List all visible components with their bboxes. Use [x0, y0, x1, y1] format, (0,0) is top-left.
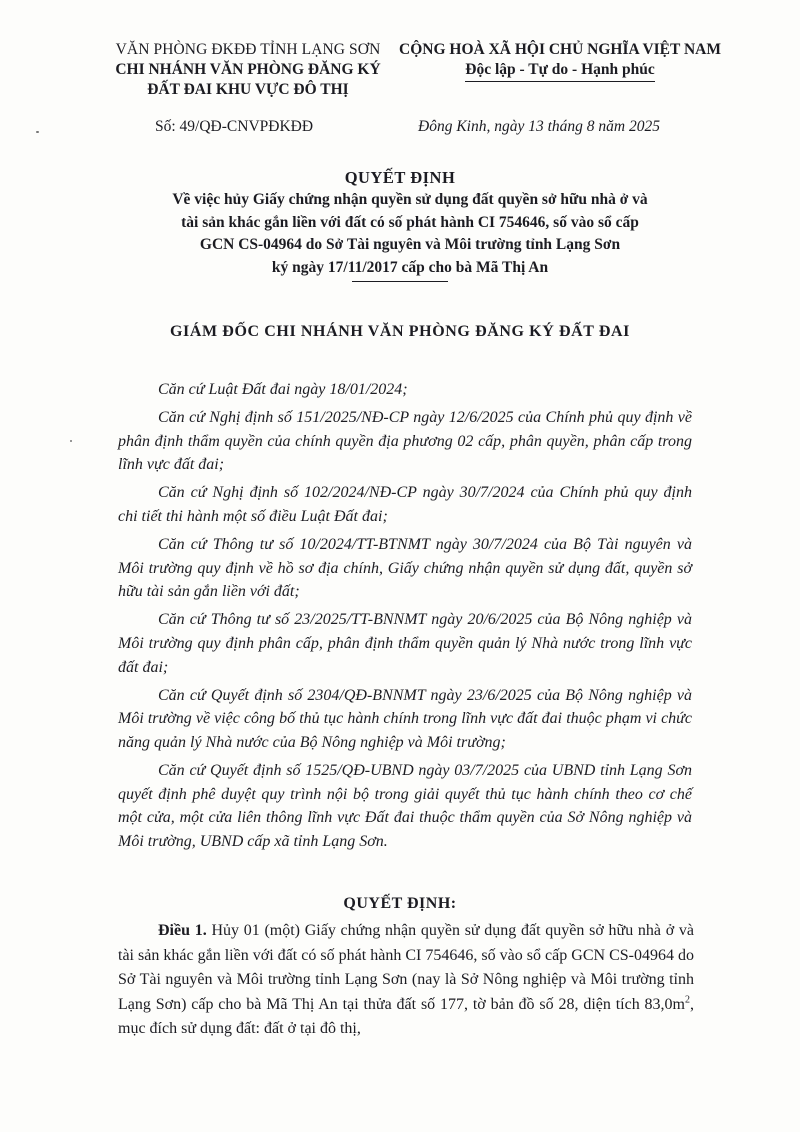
- agency-line-1: VĂN PHÒNG ĐKĐĐ TỈNH LẠNG SƠN: [115, 41, 381, 58]
- subject-line: ký ngày 17/11/2017 cấp cho bà Mã Thị An: [271, 258, 549, 276]
- document-subject: [120, 189, 700, 279]
- legal-basis-item: Căn cứ Nghị định số 151/2025/NĐ-CP ngày 12/6/2025 của Chính phủ quy định về phân định thẩm quyền của chính quyền địa phương 02 cấp, phân quyền, phân cấp trong lĩnh vực đất đai;: [118, 409, 692, 474]
- national-heading: [392, 40, 728, 82]
- scan-speck: [70, 440, 72, 442]
- article-1: [118, 919, 694, 1042]
- decision-heading: QUYẾT ĐỊNH:: [343, 895, 457, 912]
- legal-basis-item: Căn cứ Thông tư số 23/2025/TT-BNNMT ngày 20/6/2025 của Bộ Nông nghiệp và Môi trường quy định phân cấp, phân định thẩm quyền quản lý Nhà nước trong lĩnh vực đất đai;: [118, 611, 692, 676]
- legal-bases: [118, 378, 692, 858]
- article-text-tail: đất ở tại đô thị,: [263, 1020, 361, 1038]
- divider-line: [352, 281, 448, 282]
- agency-line-2: CHI NHÁNH VĂN PHÒNG ĐĂNG KÝ: [115, 61, 381, 78]
- issuing-agency: [100, 40, 396, 100]
- subject-line: GCN CS-04964 do Sở Tài nguyên và Môi trường tỉnh Lạng Sơn: [199, 236, 621, 253]
- article-text-after: , mục đích sử dụng đất:: [118, 995, 694, 1038]
- article-1-paragraph: [118, 919, 694, 1042]
- article-label: Điều 1.: [158, 922, 207, 939]
- issuer-heading: GIÁM ĐỐC CHI NHÁNH VĂN PHÒNG ĐĂNG KÝ ĐẤT ĐAI: [169, 323, 631, 340]
- national-motto: Độc lập - Tự do - Hạnh phúc: [465, 60, 654, 82]
- scan-speck: [36, 131, 39, 133]
- nation-name: CỘNG HOÀ XÃ HỘI CHỦ NGHĨA VIỆT NAM: [399, 41, 721, 58]
- subject-line: Về việc hủy Giấy chứng nhận quyền sử dụng đất quyền sở hữu nhà ở và: [172, 191, 648, 208]
- legal-basis-item: Căn cứ Luật Đất đai ngày 18/01/2024;: [158, 381, 408, 398]
- legal-basis-item: Căn cứ Nghị định số 102/2024/NĐ-CP ngày 30/7/2024 của Chính phủ quy định chi tiết thi hành một số điều Luật Đất đai;: [118, 484, 692, 525]
- document-number: Số: 49/QĐ-CNVPĐKĐĐ: [155, 118, 314, 135]
- legal-basis-item: Căn cứ Thông tư số 10/2024/TT-BTNMT ngày 30/7/2024 của Bộ Tài nguyên và Môi trường quy định về hồ sơ địa chính, Giấy chứng nhận quyền sử dụng đất, quyền sở hữu tài sản gắn liền với đất;: [118, 536, 692, 601]
- article-text: Hủy 01 (một) Giấy chứng nhận quyền sử dụng đất quyền sở hữu nhà ở và tài sản khác gắn liền với đất có số phát hành CI 754646, số vào sổ cấp GCN CS-04964 do Sở Tài nguyên và Môi trường tỉnh Lạng Sơn (nay là Sở Nông nghiệp và Môi trường tỉnh Lạng Sơn) cấp cho bà Mã Thị An tại thửa đất số 177, tờ bản đồ số 28, diện tích 83,0m: [118, 922, 695, 1013]
- area-unit-superscript: 2: [685, 994, 690, 1006]
- subject-line: tài sản khác gắn liền với đất có số phát hành CI 754646, số vào sổ cấp: [181, 213, 639, 231]
- agency-line-3: ĐẤT ĐAI KHU VỰC ĐÔ THỊ: [147, 81, 349, 98]
- place-and-date: Đông Kinh, ngày 13 tháng 8 năm 2025: [418, 118, 660, 135]
- document-title: QUYẾT ĐỊNH: [344, 168, 456, 187]
- legal-basis-item: Căn cứ Quyết định số 2304/QĐ-BNNMT ngày 23/6/2025 của Bộ Nông nghiệp và Môi trường về việc công bố thủ tục hành chính trong lĩnh vực đất đai thuộc phạm vi chức năng quản lý Nhà nước của Bộ Nông nghiệp và Môi trường;: [118, 686, 692, 751]
- legal-basis-item: Căn cứ Quyết định số 1525/QĐ-UBND ngày 03/7/2025 của UBND tỉnh Lạng Sơn quyết định phê duyệt quy trình nội bộ trong giải quyết thủ tục hành chính theo cơ chế một cửa, một cửa liên thông lĩnh vực Đất đai thuộc thẩm quyền của Sở Nông nghiệp và Môi trường, UBND cấp xã tỉnh Lạng Sơn.: [118, 761, 692, 850]
